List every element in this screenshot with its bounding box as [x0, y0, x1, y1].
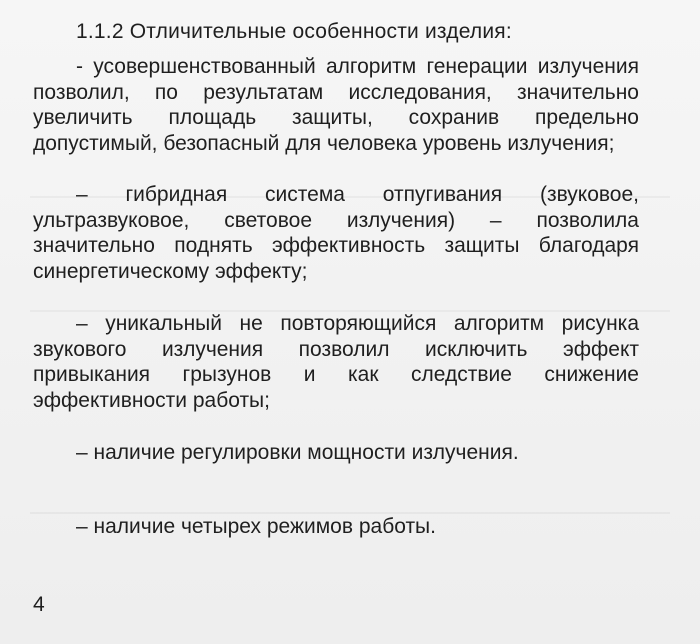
- feature-paragraph-3: – уникальный не повторяющийся алгоритм рисунка звукового излучения позволил исключить эффект привыкания грызунов и как следствие снижение эффективности работы;: [33, 312, 639, 412]
- feature-paragraph-1: - усовершенствованный алгоритм генерации излучения позволил, по результатам исследования, значительно увеличить площадь защиты, сохранив предельно допустимый, безопасный для человека уровень излучения;: [33, 55, 639, 155]
- document-body: [33, 18, 639, 539]
- feature-paragraph-5: – наличие четырех режимов работы.: [76, 514, 436, 538]
- page-number: 4: [33, 593, 45, 616]
- feature-paragraph-4: – наличие регулировки мощности излучения.: [76, 441, 519, 464]
- section-heading: 1.1.2 Отличительные особенности изделия:: [76, 20, 512, 43]
- feature-paragraph-2: – гибридная система отпугивания (звуковое, ультразвуковое, световое излучения) – позволила значительно поднять эффективность защиты благодаря синергетическому эффекту;: [33, 183, 639, 283]
